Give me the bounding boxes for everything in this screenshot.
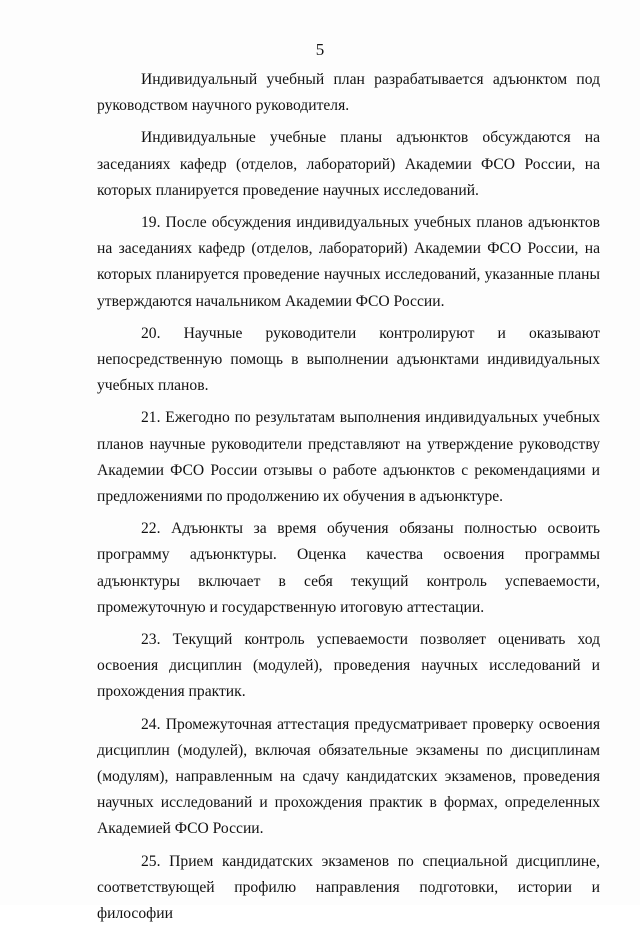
paragraph-item-19: 19. После обсуждения индивидуальных учебных планов адъюнктов на заседаниях кафедр (отделов, лабораторий) Академии ФСО России, на которых планируется проведение научных исследований, указанные планы утверждаются начальником Академии ФСО России. <box>97 214 600 310</box>
paragraph: Индивидуальные учебные планы адъюнктов обсуждаются на заседаниях кафедр (отделов, лабораторий) Академии ФСО России, на которых планируется проведение научных исследований. <box>97 129 600 199</box>
page-number: 5 <box>315 40 325 59</box>
paragraph-item-21: 21. Ежегодно по результатам выполнения индивидуальных учебных планов научные руководители представляют на утверждение руководству Академии ФСО России отзывы о работе адъюнктов с рекомендациями и предложениями по продолжению их обучения в адъюнктуре. <box>97 409 600 506</box>
paragraph-item-20: 20. Научные руководители контролируют и оказывают непосредственную помощь в выполнении адъюнктами индивидуальных учебных планов. <box>97 324 600 395</box>
paragraph-item-25: 25. Прием кандидатских экзаменов по специальной дисциплине, соответствующей профилю направления подготовки, истории и философии <box>97 852 600 923</box>
paragraph-item-22: 22. Адъюнкты за время обучения обязаны полностью освоить программу адъюнктуры. Оценка качества освоения программы адъюнктуры включает в себя текущий контроль успеваемости, промежуточную и государственную итоговую аттестации. <box>97 520 600 616</box>
paragraph-item-24: 24. Промежуточная аттестация предусматривает проверку освоения дисциплин (модулей), включая обязательные экзамены по дисциплинам (модулям), направленным на сдачу кандидатских экзаменов, проведения научных исследований и прохождения практик в формах, определенных Академией ФСО России. <box>97 715 600 838</box>
document-body <box>97 67 600 927</box>
paragraph-item-23: 23. Текущий контроль успеваемости позволяет оценивать ход освоения дисциплин (модулей), проведения научных исследований и прохождения практик. <box>97 631 600 701</box>
paragraph: Индивидуальный учебный план разрабатывается адъюнктом под руководством научного руководителя. <box>97 71 600 115</box>
